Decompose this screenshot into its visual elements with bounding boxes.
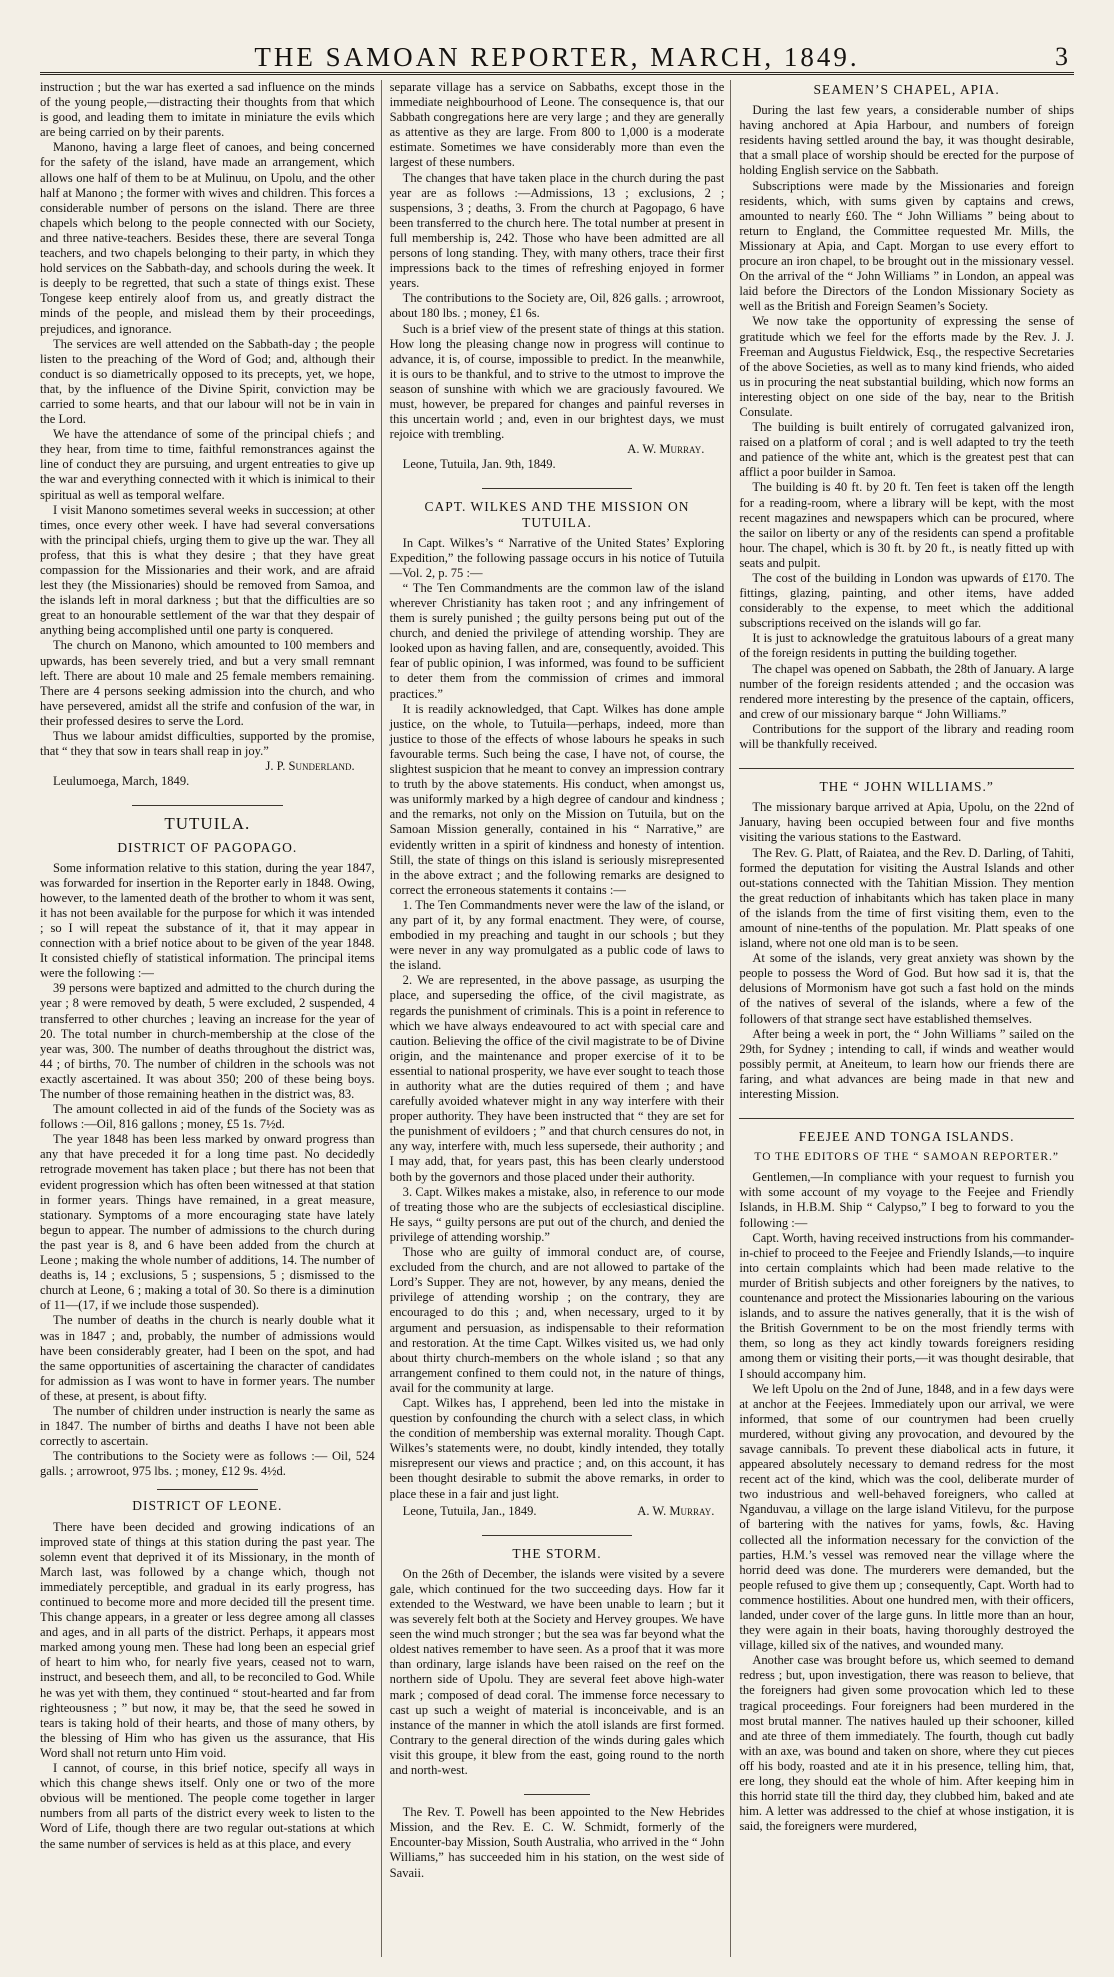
chapel-article [739, 103, 1074, 752]
dateline: Leone, Tutuila, Jan. 9th, 1849. [402, 457, 556, 472]
section-divider [482, 1535, 633, 1536]
letter-address: TO THE EDITORS OF THE “ SAMOAN REPORTER.” [754, 1151, 1059, 1164]
section-title-john-williams: THE “ JOHN WILLIAMS.” [819, 779, 994, 795]
column-3 [730, 80, 1074, 1957]
paragraph: The chapel was opened on Sabbath, the 28th of January. A large number of the foreign residents attended ; and the occasion was rendered more interesting by the presence of the captain, officers, and crew of our missionary barque “ John Williams.” [739, 661, 1075, 721]
paragraph: The missionary barque arrived at Apia, Upolu, on the 22nd of January, having been occupied between four and five months visiting the various stations to the Eastward. [739, 800, 1075, 845]
section-title-tutuila: TUTUILA. [164, 814, 251, 834]
page-number: 3 [1055, 42, 1068, 71]
paragraph: Such is a brief view of the present state of things at this station. How long the pleasing change now in progress will continue to advance, it is, of course, impossible to predict. In the meanwhile, it is ours to be thankful, and to strive to the utmost to improve the season of sunshine with which we are graciously favoured. We must, however, be prepared for changes and painful reverses in this uncertain world ; and, even in our brightest days, we must rejoice with trembling. [389, 321, 725, 442]
paragraph: 2. We are represented, in the above passage, as usurping the place, and superseding the office, of the civil magistrate, as regards the punishment of criminals. This is a point in reference to which we have always endeavoured to act with special care and caution. Believing the office of the civil magistrate to be of Divine origin, and the maintenance and proper exercise of it to be essential to national prosperity, we have ever sought to teach those in authority what are the duties required of them ; and have carefully avoided whatever might in any way interfere with their proper authority. They have been instructed that “ they are set for the punishment of evildoers ; ” and that church censures do not, in any way, interfere with, much less supersede, their authority ; and I may add, that, for years past, this has been clearly understood both by the governors and those placed under their authority. [389, 973, 725, 1184]
paragraph: We left Upolu on the 2nd of June, 1848, and in a few days were at anchor at the Feejees. Immediately upon our arrival, we were informed, that some of our countrymen had been cruelly murdered, without giving any provocation, and devoured by the savage cannibals. To prevent these diabolical acts in future, it appeared absolutely necessary to demand redress for the most recent act of the kind, which was the cool, deliberate murder of two industrious and well-behaved foreigners, who called at Nganduvau, a village on the large island Vitilevu, for the purpose of bartering with the natives for yams, fowls, &c. Having collected all the information necessary for the conviction of the parties, H.M.’s vessel was removed near the village where the horrid deed was done. The murderers were demanded, but the people refused to give them up ; consequently, Capt. Worth had to commence hostilities. About one hundred men, with their officers, landed, under cover of the large guns. In little more than an hour, they were again in their boats, having thoroughly destroyed the village, killed six of the natives, and wounded many. [739, 1381, 1075, 1653]
paragraph: The building is built entirely of corrugated galvanized iron, raised on a platform of coral ; and is well adapted to try the teeth and patience of the white ant, which is the greatest pest that can afflict a poor builder in Samoa. [739, 420, 1075, 480]
section-title-leone: DISTRICT OF LEONE. [132, 1498, 283, 1514]
paragraph: It is just to acknowledge the gratuitous labours of a great many of the foreign residents in putting the building together. [739, 631, 1075, 661]
section-divider [739, 768, 1074, 769]
signature: A. W. Murray. [627, 442, 705, 457]
paragraph: 1. The Ten Commandments never were the law of the island, or any part of it, by any formal enactment. They were, of course, embodied in my preaching and taught in our schools ; but they were never in any way promulgated as a public code of laws to the island. [389, 897, 725, 973]
signature-line [390, 1504, 725, 1519]
paragraph: We have the attendance of some of the principal chiefs ; and they hear, from time to time, faithful remonstrances against the line of conduct they are pursuing, and urgent entreaties to give up the war and everything connected with it which is inimical to their spiritual as well as temporal welfare. [40, 427, 375, 502]
leone-report [40, 1520, 375, 1852]
paragraph: The amount collected in aid of the funds of the Society was as follows :—Oil, 816 gallons ; money, £5 1s. 7½d. [40, 1102, 375, 1132]
section-divider [132, 805, 283, 806]
masthead [40, 18, 1074, 75]
paragraph: Contributions for the support of the library and reading room will be thankfully received. [739, 721, 1075, 752]
signature: J. P. Sunderland. [265, 759, 355, 774]
paragraph: The year 1848 has been less marked by onward progress than any that have preceded it for a long time past. No decidedly retrograde movement has taken place ; but there has not been that evident progression which has often been witnessed at that station in former years. Things have remained, in a great measure, stationary. Symptoms of a more encouraging state have lately begun to appear. The number of admissions to the church during the past year is 8, and 6 have been added from the church at Leone ; making the whole number of additions, 14. The number of deaths is, 14 ; exclusions, 5 ; suspensions, 5 ; dismissed to the church at Leone, 6 ; making a total of 30. So there is a diminution of 11—(17, if we include those suspended). [40, 1132, 375, 1313]
paragraph: Another case was brought before us, which seemed to demand redress ; but, upon investigation, there was reason to believe, that the foreigners had given some provocation which led to these tragical proceedings. Four foreigners had been murdered in the most brutal manner. The natives hauled up their schooner, killed and ate three of them immediately. The fourth, though cut badly with an axe, was bound and taken on shore, where they cut pieces off his body, roasted and ate it in his presence, telling him, that, ere long, they should eat the whole of him. After keeping him in this horrid state till the third day, they clubbed him, baked and ate him. A letter was addressed to the chief at whose instigation, it is said, the foreigners were murdered, [739, 1653, 1075, 1834]
paragraph: The Rev. T. Powell has been appointed to the New Hebrides Mission, and the Rev. E. C. W. Schmidt, formerly of the Encounter-bay Mission, South Australia, who arrived in the “ John Williams,” has succeeded him in his station, on the west side of Savaii. [389, 1805, 725, 1880]
paragraph: The number of children under instruction is nearly the same as in 1847. The number of births and deaths I have not been able correctly to ascertain. [40, 1403, 375, 1449]
dateline: Leone, Tutuila, Jan., 1849. [402, 1503, 537, 1518]
column-2 [381, 80, 725, 1957]
paragraph: The changes that have taken place in the church during the past year are as follows :—Admissions, 13 ; exclusions, 2 ; suspensions, 3 ; deaths, 3. From the church at Pagopago, 6 have been transferred to the church here. The total number at present in full membership is, 242. Those who have been admitted are all persons of long standing. They, with many others, trace their first impressions back to the times of refreshing enjoyed in former years. [389, 170, 725, 291]
section-title-feejee: FEEJEE AND TONGA ISLANDS. [798, 1129, 1015, 1145]
storm-article [390, 1567, 725, 1778]
paragraph: In Capt. Wilkes’s “ Narrative of the United States’ Exploring Expedition,” the following passage occurs in his notice of Tutuila—Vol. 2, p. 75 :— [389, 535, 725, 580]
paragraph: 39 persons were baptized and admitted to the church during the year ; 8 were removed by death, 5 were excluded, 2 suspended, 4 transferred to other churches ; leaving an increase for the year of 20. The total number in church-membership at the close of the year was, 300. The number of deaths throughout the district was, 44 ; of births, 70. The number of children in the schools was not exactly ascertained. It was about 350; 200 of these being boys. The number of those remaining heathen in the district was, 83. [40, 981, 375, 1101]
signature: A. W. Murray. [637, 1503, 715, 1518]
paragraph: The Rev. G. Platt, of Raiatea, and the Rev. D. Darling, of Tahiti, formed the deputation for visiting the Austral Islands and other out-stations connected with the Tahitian Mission. They mention the great reduction of inhabitants which has taken place in many of the islands from the time of first visiting them, even to the amount of nine-tenths of the population. Mr. Platt speaks of one island, where not one old man is to be seen. [739, 845, 1075, 951]
paragraph: It is readily acknowledged, that Capt. Wilkes has done ample justice, on the whole, to Tutuila—perhaps, indeed, more than justice to those of the effects of whose labours he speaks in such favourable terms. Such being the case, I have not, of course, the slightest suspicion that he meant to convey an impression contrary to truth by the above statements. His conduct, when amongst us, was uniformly marked by a high degree of candour and kindness ; and the remarks, not only on the Mission on Tutuila, but on the Samoan Mission generally, contained in his “ Narrative,” are evidently written in a spirit of kindness and honesty of intention. Still, the state of things on this island is seriously misrepresented in the above extract ; and the following remarks are designed to correct the erroneous statements it contains :— [389, 701, 725, 897]
wilkes-article [390, 536, 725, 1502]
paragraph: On the 26th of December, the islands were visited by a severe gale, which continued for the two succeeding days. How far it extended to the Westward, we have been unable to learn ; but it was severely felt both at the Society and Hervey groupes. We have seen the wind much stronger ; but the sea was far beyond what the oldest natives remember to have seen. As a proof that it was more than ordinary, large islands have been raised on the reef on the northern side of Upolu. They are several feet above high-water mark ; composed of dead coral. The immense force necessary to cast up such a weight of material is inconceivable, and is an instance of the manner in which the atoll islands are first formed. Contrary to the general direction of the winds during gales which visit this groupe, it blew from the east, going round to the north and north-west. [389, 1566, 725, 1778]
paragraph: The contributions to the Society were as follows :— Oil, 524 galls. ; arrowroot, 975 lbs. ; money, £12 9s. 4½d. [40, 1449, 375, 1479]
pagopago-report [40, 861, 375, 1480]
paragraph: Some information relative to this station, during the year 1847, was forwarded for insertion in the Reporter early in 1848. Owing, however, to the lamented death of the brother to whom it was sent, it has not been available for the purpose for which it was intended ; so I will repeat the substance of it, that it may appear in connection with a brief notice about to be given of the year 1848. It consisted chiefly of statistical information. The principal items were the following :— [40, 860, 375, 981]
paragraph: Gentlemen,—In compliance with your request to furnish you with some account of my voyage to the Feejee and Friendly Islands, in H.B.M. Ship “ Calypso,” I beg to forward to you the following :— [739, 1170, 1075, 1230]
paragraph: We now take the opportunity of expressing the sense of gratitude which we feel for the efforts made by the Rev. J. J. Freeman and Augustus Fieldwick, Esq., the respective Secretaries of the above Societies, as well as to many kind friends, who aided us in procuring the neat substantial building, which now forms an interesting object on one side of the bay, near to the British Consulate. [739, 314, 1075, 419]
section-divider [739, 1118, 1074, 1119]
paragraph: Manono, having a large fleet of canoes, and being concerned for the safety of the island, have made an arrangement, which allows one half of them to be at Mulinuu, on Upolu, and the other half at Manono ; the former with wives and children. This forces a considerable number of persons on the island. There are three chapels which belong to the people connected with our Society, and three native-teachers. Besides these, there are several Tonga teachers, and two chapels belonging to their party, in which they hold services on the Sabbath-day, and schools during the week. It is deeply to be regretted, that such a state of things exist. These Tongese keep entirely aloof from us, and greatly distract the minds of the people, and mislead them by their proceedings, prejudices, and ignorance. [40, 140, 375, 336]
feejee-letter [739, 1170, 1074, 1834]
paragraph: “ The Ten Commandments are the common law of the island wherever Christianity has taken root ; and any infringement of them is surely punished ; the guilty persons being put out of the church, and denied the privilege of attending worship. They are looked upon as having fallen, and are, consequently, avoided. This fear of public opinion, I was informed, was found to be sufficient to deter them from the commission of crimes and immoral practices.” [389, 580, 725, 701]
columns [40, 80, 1074, 1957]
section-divider [482, 488, 633, 489]
paragraph: 3. Capt. Wilkes makes a mistake, also, in reference to our mode of treating those who are the subjects of ecclesiastical discipline. He says, “ guilty persons are put out of the church, and denied the privilege of attending worship.” [389, 1184, 725, 1244]
paragraph: The services are well attended on the Sabbath-day ; the people listen to the preaching of the Word of God; and, although their conduct is so diametrically opposed to its precepts, yet, we hope, that, by the influence of the Divine Spirit, conviction may be carried to some hearts, and that our labour will not be in vain in the Lord. [40, 336, 375, 427]
section-title-storm: THE STORM. [512, 1545, 602, 1561]
leone-report-continued [390, 80, 725, 442]
section-divider [157, 1489, 257, 1490]
paragraph: Thus we labour amidst difficulties, supported by the promise, that “ they that sow in tears shall reap in joy.” [40, 729, 375, 759]
paragraph: The cost of the building in London was upwards of £170. The fittings, glazing, painting, and other items, have added considerably to the expense, to meet which the additional subscriptions received on the islands will go far. [739, 571, 1075, 631]
paragraph: Subscriptions were made by the Missionaries and foreign residents, which, with sums given by captains and crews, amounted to nearly £60. The “ John Williams ” being about to return to England, the Committee requested Mr. Mills, the Missionary at Apia, and Capt. Morgan to use every effort to procure an iron chapel, to be brought out in the missionary vessel. On the arrival of the “ John Williams ” in London, an appeal was laid before the Directors of the London Missionary Society as well as the British and Foreign Seamen’s Society. [739, 178, 1075, 314]
section-divider [524, 1794, 591, 1795]
paragraph: instruction ; but the war has exerted a sad influence on the minds of the young people,—distracting their thoughts from that which is good, and leading them to imitate in miniature the evils which are being carried on by their parents. [40, 80, 375, 140]
section-title-wilkes: CAPT. WILKES AND THE MISSION ON TUTUILA. [424, 499, 690, 530]
dateline: Leulumoega, March, 1849. [53, 774, 190, 789]
powell-notice [390, 1805, 725, 1880]
paragraph: The number of deaths in the church is nearly double what it was in 1847 ; and, probably, the number of admissions would have been considerably greater, had I been on the spot, and had the same opportunities of ascertaining the character of candidates for admission as I was wont to have in former years. The number of these, at present, is about fifty. [40, 1313, 375, 1403]
john-williams-article [739, 800, 1074, 1102]
column-1 [40, 80, 375, 1957]
paragraph: I visit Manono sometimes several weeks in succession; at other times, once every other week. I have had several conversations with the principal chiefs, urging them to give up the war. They all profess, that this is what they desire ; that they have great compassion for the Missionaries and their work, and are afraid lest they (the Missionaries) should be removed from Samoa, and the islands left in moral darkness ; but that the difficulties are so great to an honourable settlement of the war that they despair of anything being accomplished until one party is conquered. [40, 502, 375, 638]
section-title-pagopago: DISTRICT OF PAGOPAGO. [117, 839, 298, 855]
newspaper-title: THE SAMOAN REPORTER, MARCH, 1849. [254, 42, 860, 72]
paragraph: I cannot, of course, in this brief notice, specify all ways in which this change shews itself. Only one or two of the more obvious will be mentioned. The people come together in larger numbers from all parts of the district every week to listen to the Word of Life, though there are two regular out-stations at which the same number of services is held as at this place, and every [40, 1761, 375, 1851]
paragraph: The building is 40 ft. by 20 ft. Ten feet is taken off the length for a reading-room, where a library will be kept, with the most recent magazines and newspapers which can be procured, where the sailor on liberty or any of the residents can spend a profitable hour. The chapel, which is 30 ft. by 20 ft., is neatly fitted up with seats and pulpit. [739, 480, 1075, 570]
paragraph: The contributions to the Society are, Oil, 826 galls. ; arrowroot, about 180 lbs. ; money, £1 6s. [389, 291, 725, 321]
paragraph: separate village has a service on Sabbaths, except those in the immediate neighbourhood of Leone. The consequence is, that our Sabbath congregations here are very large ; and they are generally as attentive as they are large. From 800 to 1,000 is a moderate estimate. Sometimes we have considerably more than even the largest of these numbers. [389, 80, 725, 170]
section-title-chapel: SEAMEN’S CHAPEL, APIA. [813, 82, 1000, 97]
paragraph: Those who are guilty of immoral conduct are, of course, excluded from the church, and are not allowed to partake of the Lord’s Supper. They are not, however, by any means, denied the privilege of attending worship ; on the contrary, they are encouraged to do this ; and, when necessary, urged to it by argument and persuasion, as indispensable to their reformation and restoration. At the time Capt. Wilkes visited us, we had only about thirty church-members on the whole island ; so that any arrangement confined to them could not, in the nature of things, avail for the community at large. [389, 1245, 725, 1395]
paragraph: During the last few years, a considerable number of ships having anchored at Apia Harbour, and numbers of foreign residents having settled around the bay, it was thought desirable, that a small place of worship should be erected for the purpose of holding English service on the Sabbath. [739, 103, 1075, 178]
paragraph: At some of the islands, very great anxiety was shown by the people to possess the Word of God. But how sad it is, that the delusions of Mormonism have got such a fast hold on the minds of the natives of several of the islands, where a few of the followers of that strange sect have established themselves. [739, 951, 1075, 1026]
sunderland-letter [40, 80, 375, 759]
paragraph: Capt. Wilkes has, I apprehend, been led into the mistake in question by confounding the church with a select class, in which the condition of membership was external morality. Though Capt. Wilkes’s statements were, no doubt, kindly intended, they totally misrepresent our views and practice ; and, on this account, it has been thought desirable to submit the above remarks, in order to place these in a fair and just light. [389, 1395, 725, 1501]
paragraph: Capt. Worth, having received instructions from his commander-in-chief to proceed to the Feejee and Friendly Islands,—to inquire into certain complaints which had been made relative to the murder of British subjects and other foreigners by the natives, to countenance and protect the Missionaries labouring on the various islands, and to assure the natives generally, that it is the wish of the British Government to be on the most friendly terms with them, so long as they act kindly towards foreigners residing among them or visiting their ports,—it was thought desirable, that I should accompany him. [739, 1230, 1075, 1381]
paragraph: There have been decided and growing indications of an improved state of things at this station during the past year. The solemn event that deprived it of its Missionary, in the month of March last, was followed by a change which, though not immediately perceptible, and gradual in its early progress, has continued to become more and more decided till the present time. This change appears, in a greater or less degree among all classes and ages, and in all parts of the district. Perhaps, it appears most marked among young men. These had long been an especial grief of heart to him who, for nearly five years, ceased not to warn, instruct, and beseech them, and all, to be reconciled to God. While he was yet with them, they continued “ stout-hearted and far from righteousness ; ” but now, it may be, that the seed he sowed in tears is taking hold of their hearts, and those of many others, by the blessing of Him who has given us the assurance, that His Word shall not return unto Him void. [40, 1519, 375, 1760]
paragraph: After being a week in port, the “ John Williams ” sailed on the 29th, for Sydney ; intending to call, if winds and weather would possibly permit, at Aneiteum, to learn how our friends there are faring, and what advances are being made in that new and interesting Mission. [739, 1026, 1075, 1101]
paragraph: The church on Manono, which amounted to 100 members and upwards, has been severely tried, and but a very small remnant left. There are about 10 male and 25 female members remaining. There are 4 persons seeking admission into the church, and who have persevered, amidst all the strife and confusion of the war, in their professed desires to serve the Lord. [40, 638, 375, 728]
